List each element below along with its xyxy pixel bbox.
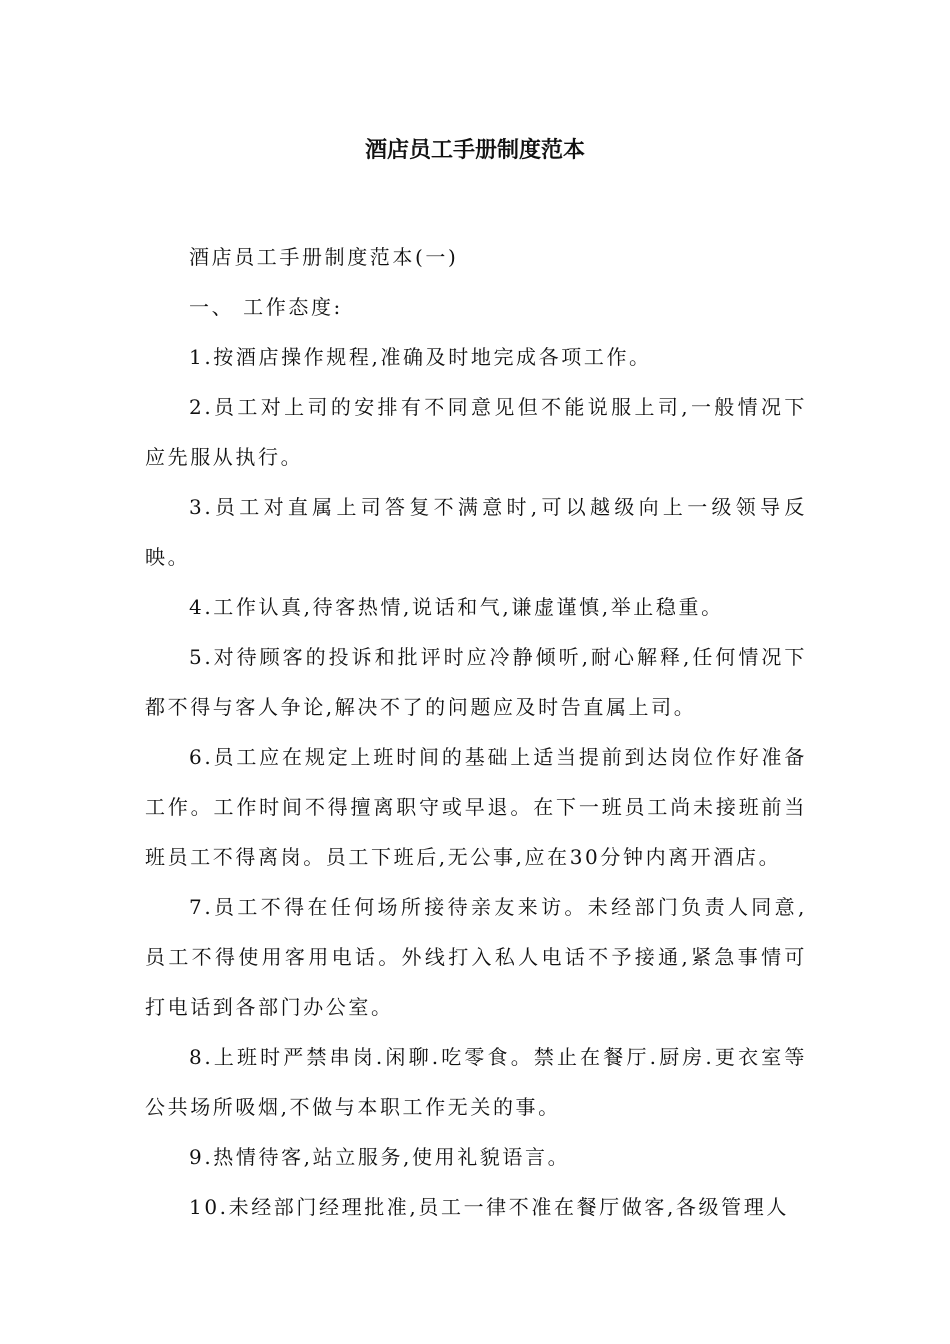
rule-paragraph-10: 10.未经部门经理批准,员工一律不准在餐厅做客,各级管理人 (189, 1195, 789, 1219)
rule-paragraph-3: 3.员工对直属上司答复不满意时,可以越级向上一级领导反映。 (145, 495, 807, 569)
rule-paragraph-4: 4.工作认真,待客热情,说话和气,谦虚谨慎,举止稳重。 (189, 595, 724, 619)
rule-paragraph-2: 2.员工对上司的安排有不同意见但不能说服上司,一般情况下应先服从执行。 (145, 395, 807, 469)
rule-paragraph-7: 7.员工不得在任何场所接待亲友来访。未经部门负责人同意,员工不得使用客用电话。外线打入私人电话不予接通,紧急事情可打电话到各部门办公室。 (145, 895, 807, 1019)
rule-paragraph-6: 6.员工应在规定上班时间的基础上适当提前到达岗位作好准备工作。工作时间不得擅离职守或早退。在下一班员工尚未接班前当班员工不得离岗。员工下班后,无公事,应在30分钟内离开酒店。 (145, 745, 807, 869)
rule-paragraph-9: 9.热情待客,站立服务,使用礼貌语言。 (189, 1145, 571, 1169)
section-title: 酒店员工手册制度范本(一) (189, 245, 459, 269)
document-title: 酒店员工手册制度范本 (364, 138, 585, 163)
document-body (145, 232, 807, 1232)
section-heading-work-attitude: 一、 工作态度: (189, 295, 343, 319)
rule-paragraph-1: 1.按酒店操作规程,准确及时地完成各项工作。 (189, 345, 652, 369)
rule-paragraph-5: 5.对待顾客的投诉和批评时应冷静倾听,耐心解释,任何情况下都不得与客人争论,解决不了的问题应及时告直属上司。 (145, 645, 807, 719)
rule-paragraph-8: 8.上班时严禁串岗.闲聊.吃零食。禁止在餐厅.厨房.更衣室等公共场所吸烟,不做与本职工作无关的事。 (145, 1045, 807, 1119)
